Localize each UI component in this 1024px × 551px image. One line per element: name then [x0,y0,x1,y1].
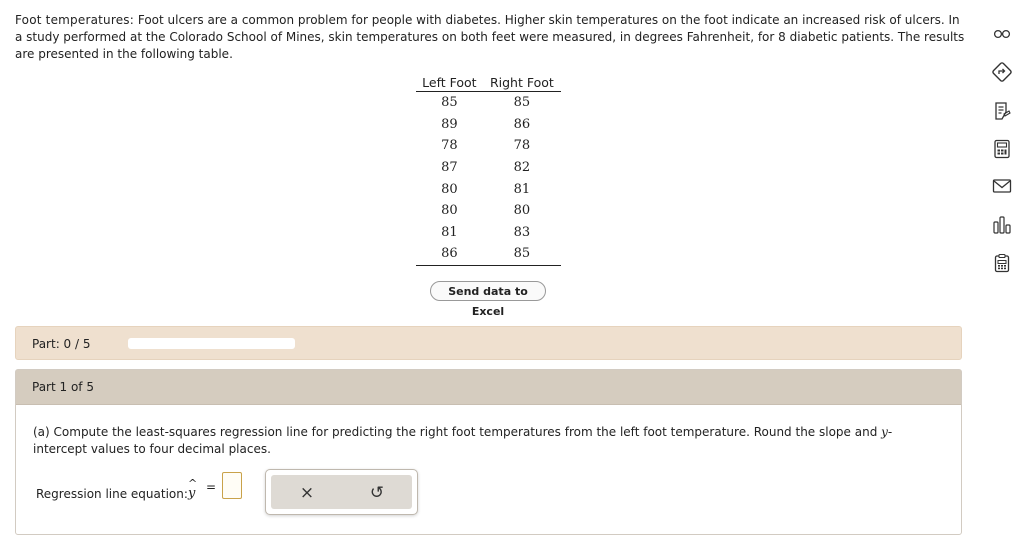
problem-statement [15,12,965,63]
mail-icon[interactable] [988,172,1016,200]
cell-right: 85 [513,95,531,111]
cell-left: 86 [416,243,483,265]
undo-button[interactable]: ↺ [369,483,385,503]
part-header: Part 1 of 5 [16,370,961,405]
cell-right: 85 [483,243,561,265]
question-variable: y [881,425,888,439]
cell-left: 85 [441,95,458,111]
answer-tools-inner [271,475,412,509]
hat-mark: ^ [188,477,198,490]
calculator-icon[interactable] [988,135,1016,163]
table-row [416,135,561,157]
send-to-excel-button[interactable]: Send data to Excel [430,281,546,301]
cell-left: 80 [441,203,458,219]
problem-text: Foot ulcers are a common problem for people with diabetes. Higher skin temperatures on the foot indicate an increased risk of ulcers. In a study performed at the Colorado School of Mines, skin temperatures on both feet were measured, in degrees Fahrenheit, for 8 diabetic patients. The results are presented in the following table. [15,13,965,61]
cell-right: 81 [513,181,531,197]
cell-right: 83 [513,224,531,240]
clear-button[interactable]: × [299,483,315,503]
progress-label: Part: 0 / 5 [32,337,91,351]
part-panel [15,369,962,535]
equation-label: Regression line equation: [36,487,188,501]
cell-left: 87 [441,160,458,176]
cell-right: 82 [513,160,531,176]
y-hat-symbol [186,477,200,501]
bar-chart-icon[interactable] [988,211,1016,239]
problem-topic: Foot temperatures: [15,13,135,27]
question-part-b: -intercept values to four decimal places. [33,425,893,456]
clipboard-icon[interactable] [988,249,1016,277]
regression-answer-input[interactable] [222,472,242,499]
progress-track [128,338,295,349]
question-text [33,424,938,458]
data-table-wrapper [416,73,561,266]
cell-right: 80 [513,203,531,219]
table-row [416,157,561,179]
column-header-right-foot: Right Foot [483,73,561,92]
notes-icon[interactable] [988,97,1016,125]
part-progress-bar [15,326,962,360]
column-header-left-foot: Left Foot [416,73,483,92]
cell-right: 86 [513,116,531,132]
cell-left: 81 [441,224,458,240]
cell-left: 78 [441,138,458,154]
cell-left: 89 [441,116,458,132]
y-variable: y [188,486,196,501]
table-row [416,92,561,114]
cell-right: 78 [513,138,531,154]
table-row [416,200,561,222]
table-row [416,222,561,244]
table-row [416,114,561,136]
data-table [416,73,561,266]
equals-sign: = [206,480,217,494]
answer-tools-panel [265,469,418,515]
diamond-arrow-icon[interactable] [988,58,1016,86]
cell-left: 80 [441,181,458,197]
glasses-icon[interactable] [988,20,1016,48]
table-row [416,243,561,265]
table-row [416,178,561,200]
question-part-a: (a) Compute the least-squares regression line for predicting the right foot temperatures from the left foot temperature. Round the slope and [33,425,882,439]
